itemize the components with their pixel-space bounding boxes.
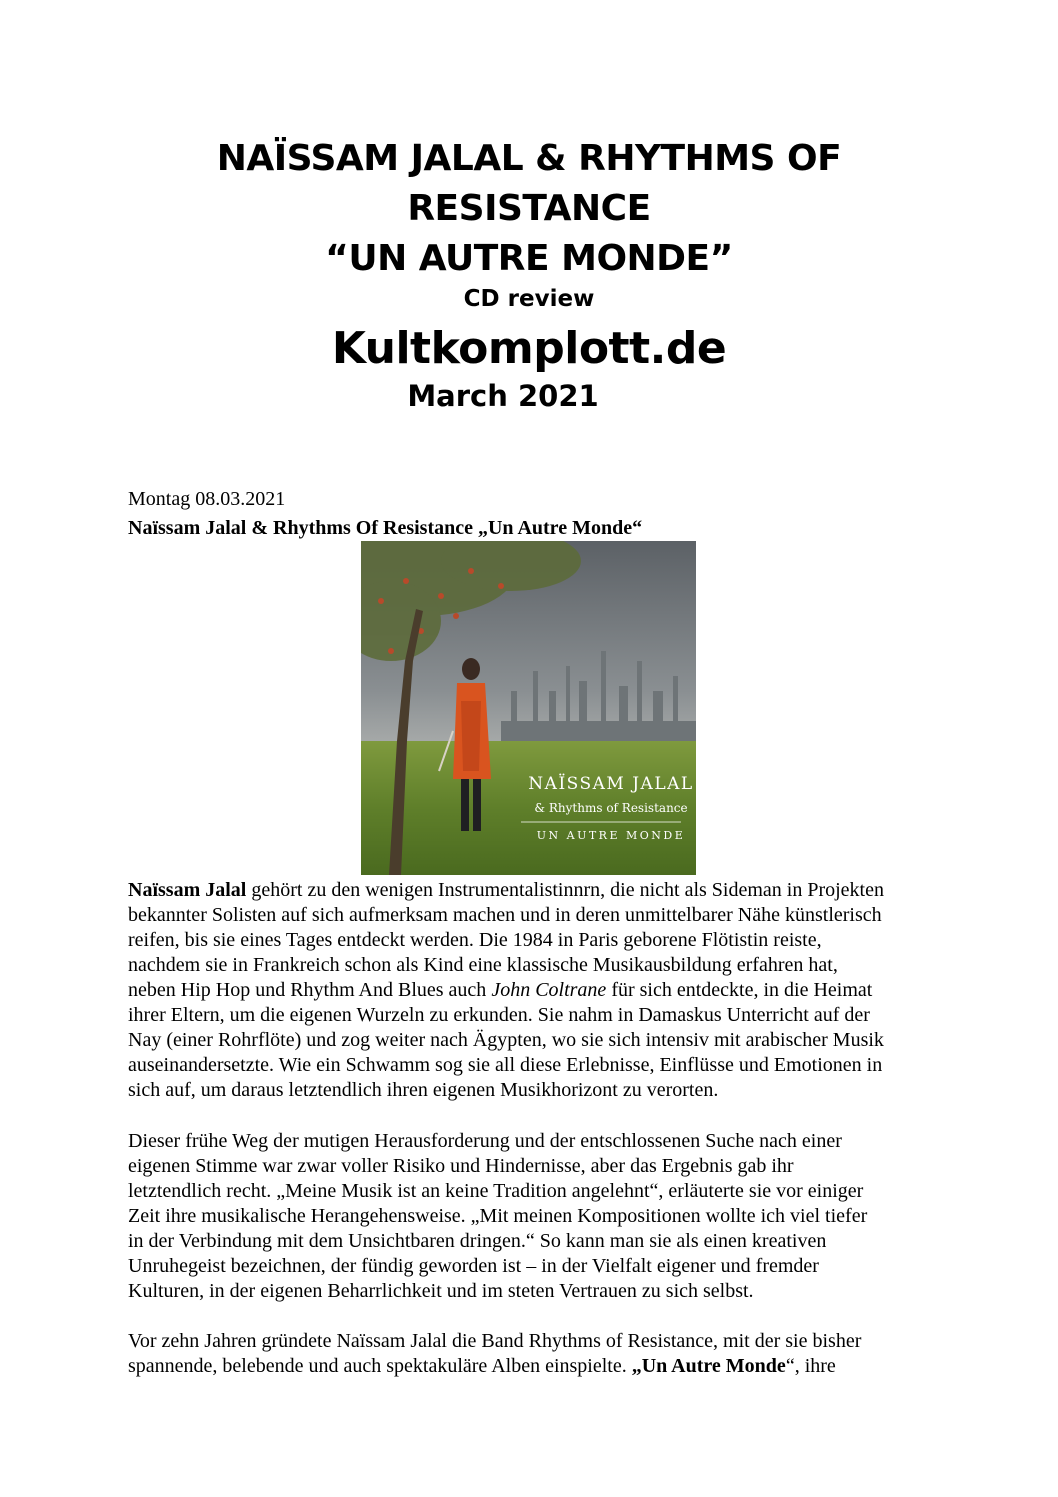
paragraph-2-line-4: Zeit ihre musikalische Herangehensweise. „Mit meinen Kompositionen wollte ich viel tiefer	[128, 1205, 868, 1227]
paragraph-2-line-7: Kulturen, in der eigenen Beharrlichkeit und im steten Vertrauen zu sich selbst.	[128, 1280, 754, 1302]
paragraph-1	[128, 878, 938, 1103]
paragraph-1-line-8: auseinandersetzte. Wie ein Schwamm sog sie all diese Erlebnisse, Einflüsse und Emotionen in	[128, 1054, 883, 1076]
paragraph-1-line-1	[128, 878, 938, 903]
paragraph-1-line-5-post: für sich entdeckte, in die Heimat	[606, 979, 873, 1001]
heading-date: March 2021	[407, 379, 599, 413]
paragraph-3-line-2	[128, 1354, 938, 1379]
heading-line-1: NAÏSSAM JALAL & RHYTHMS OF	[216, 138, 842, 179]
paragraph-2-line-3: letztendlich recht. „Meine Musik ist an keine Tradition angelehnt“, erläuterte sie vor einiger	[128, 1180, 864, 1202]
paragraph-2-line-1: Dieser frühe Weg der mutigen Herausforderung und der entschlossenen Suche nach einer	[128, 1130, 842, 1152]
cover-album-title: UN AUTRE MONDE	[536, 829, 686, 842]
heading-line-2: RESISTANCE	[407, 188, 651, 229]
paragraph-3-line-1: Vor zehn Jahren gründete Naïssam Jalal die Band Rhythms of Resistance, mit der sie bisher	[128, 1330, 862, 1352]
paragraph-1-line-5	[128, 978, 938, 1003]
cover-artist-name: NAÏSSAM JALAL	[528, 774, 694, 794]
paragraph-1-line-6: ihrer Eltern, um die eigenen Wurzeln zu erkunden. Sie nahm in Damaskus Unterricht auf der	[128, 1004, 870, 1026]
album-cover-artwork	[361, 541, 696, 875]
paragraph-1-line-2: bekannter Solisten auf sich aufmerksam machen und in deren unmittelbarer Nähe künstlerisch	[128, 904, 882, 926]
heading-album-title: “UN AUTRE MONDE”	[325, 238, 733, 279]
paragraph-3-line-2-pre: spannende, belebende und auch spektakuläre Alben einspielte.	[128, 1355, 632, 1377]
album-cover-image	[361, 541, 696, 875]
paragraph-2-line-2: eigenen Stimme war zwar voller Risiko und Hindernisse, aber das Ergebnis gab ihr	[128, 1155, 794, 1177]
album-name-bold: „Un Autre Monde	[631, 1355, 786, 1377]
paragraph-1-line-3: reifen, bis sie eines Tages entdeckt werden. Die 1984 in Paris geborene Flötistin reiste,	[128, 929, 822, 951]
paragraph-2	[128, 1129, 938, 1304]
paragraph-2-line-5: in der Verbindung mit dem Unsichtbaren dringen.“ So kann man sie als einen kreativen	[128, 1230, 827, 1252]
article-date: Montag 08.03.2021	[128, 488, 286, 510]
paragraph-1-line-5-pre: neben Hip Hop und Rhythm And Blues auch	[128, 979, 492, 1001]
paragraph-1-line-4: nachdem sie in Frankreich schon als Kind eine klassische Musikausbildung erfahren hat,	[128, 954, 838, 976]
coltrane-italic: John Coltrane	[491, 979, 607, 1001]
paragraph-1-line-9: sich auf, um daraus letztendlich ihren eigenen Musikhorizont zu verorten.	[128, 1079, 719, 1101]
cover-band-name: & Rhythms of Resistance	[534, 801, 688, 815]
paragraph-3	[128, 1329, 938, 1379]
paragraph-2-line-6: Unruhegeist bezeichnen, der fündig geworden ist – in der Vielfalt eigener und fremder	[128, 1255, 819, 1277]
paragraph-1-line-1-text: gehört zu den wenigen Instrumentalistinnrn, die nicht als Sideman in Projekten	[246, 879, 884, 901]
article-subtitle: Naïssam Jalal & Rhythms Of Resistance „Un Autre Monde“	[128, 517, 643, 539]
paragraph-1-line-7: Nay (einer Rohrflöte) und zog weiter nach Ägypten, wo sie sich intensiv mit arabischer Musik	[128, 1029, 884, 1051]
heading-publication: Kultkomplott.de	[331, 323, 727, 374]
heading-review-type: CD review	[463, 286, 595, 312]
paragraph-3-line-2-post: “, ihre	[785, 1355, 836, 1377]
artist-name-bold: Naïssam Jalal	[128, 879, 247, 901]
